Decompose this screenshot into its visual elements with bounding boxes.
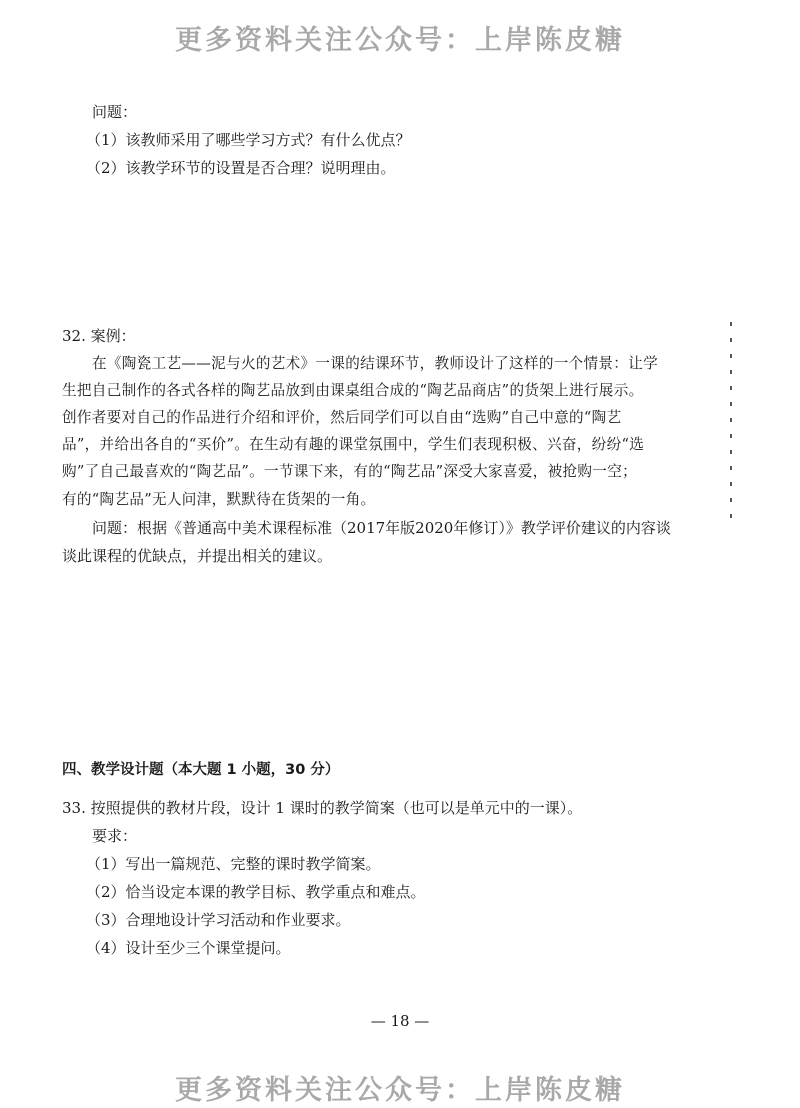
q32-case-line-2: 生把自己制作的各式各样的陶艺品放到由课桌组合成的“陶艺品商店”的货架上进行展示。 (62, 382, 644, 399)
watermark-bottom: 更多资料关注公众号：上岸陈皮糖 (175, 1075, 625, 1106)
q32-question-line-2: 谈此课程的优缺点，并提出相关的建议。 (62, 547, 333, 565)
q33-requirement-1: （1）写出一篇规范、完整的课时教学简案。 (86, 855, 381, 873)
q32-question-line-1: 问题：根据《普通高中美术课程标准（2017年版2020年修订）》教学评价建议的内容谈 (92, 519, 671, 537)
q33-requirement-2: （2）恰当设定本课的教学目标、教学重点和难点。 (86, 883, 426, 901)
section-4-heading: 四、教学设计题（本大题 1 小题，30 分） (62, 762, 340, 778)
q31-item-1: （1）该教师采用了哪些学习方式？有什么优点？ (86, 131, 411, 149)
q33-requirement-4: （4）设计至少三个课堂提问。 (86, 939, 291, 957)
q33-requirements-label: 要求： (92, 827, 138, 845)
q31-question-label: 问题： (92, 103, 138, 121)
q33-title: 33. 按照提供的教材片段，设计 1 课时的教学简案（也可以是单元中的一课）。 (62, 799, 583, 817)
q33-requirement-3: （3）合理地设计学习活动和作业要求。 (86, 911, 351, 929)
q31-item-2: （2）该教学环节的设置是否合理？说明理由。 (86, 159, 396, 177)
q32-case-line-4: 品”，并给出各自的“买价”。在生动有趣的课堂氛围中，学生们表现积极、兴奋，纷纷“选 (62, 436, 645, 453)
q32-case-line-3: 创作者要对自己的作品进行介绍和评价，然后同学们可以自由“选购”自己中意的“陶艺 (62, 409, 622, 426)
q32-case-line-1: 在《陶瓷工艺——泥与火的艺术》一课的结课环节，教师设计了这样的一个情景：让学 (92, 355, 658, 372)
q32-case-line-5: 购”了自己最喜欢的“陶艺品”。一节课下来，有的“陶艺品”深受大家喜爱，被抢购一空； (62, 463, 637, 480)
page-number: — 18 — (370, 1012, 430, 1030)
q32-title: 32. 案例： (62, 327, 136, 345)
q32-case-line-6: 有的“陶艺品”无人问津，默默待在货架的一角。 (62, 491, 376, 508)
watermark-top: 更多资料关注公众号：上岸陈皮糖 (175, 25, 625, 56)
